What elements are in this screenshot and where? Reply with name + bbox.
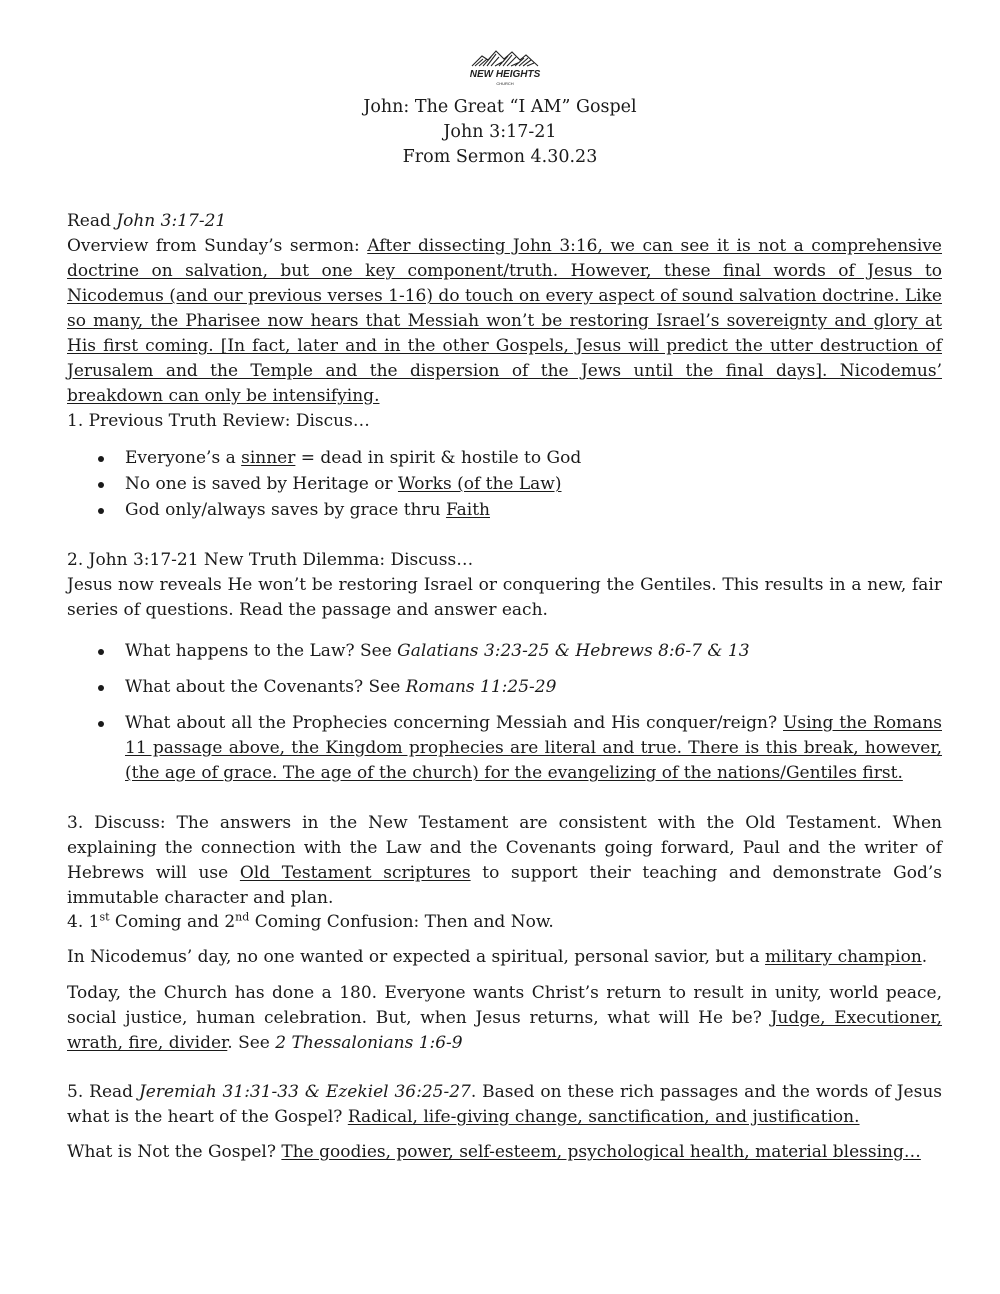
list-item: No one is saved by Heritage or Works (of the Law) bbox=[67, 472, 942, 497]
section-5-paragraph-1: 5. Read Jeremiah 31:31-33 & Ezekiel 36:25-27. Based on these rich passages and the words of Jesus what is the heart of the Gospel? Radical, life-giving change, sanctification, and justification. bbox=[67, 1082, 942, 1127]
document-title: John: The Great “I AM” Gospel bbox=[363, 97, 637, 117]
section-1-heading: 1. Previous Truth Review: Discus… bbox=[67, 411, 370, 431]
list-item: What about the Covenants? See Romans 11:25-29 bbox=[67, 675, 942, 700]
section-1-list bbox=[67, 446, 942, 523]
read-line: Read John 3:17-21 bbox=[67, 211, 227, 231]
section-2-text: Jesus now reveals He won’t be restoring Israel or conquering the Gentiles. This results in a new, fair series of questions. Read the passage and answer each. bbox=[67, 575, 942, 620]
section-4-paragraph-2: Today, the Church has done a 180. Everyone wants Christ’s return to result in unity, world peace, social justice, human celebration. But, when Jesus returns, what will He be? Judge, Executioner, wrath, fire, divider. See 2 Thessalonians 1:6-9 bbox=[67, 983, 942, 1053]
passage-reference: John 3:17-21 bbox=[443, 122, 557, 142]
overview-label: Overview from Sunday’s sermon: bbox=[67, 236, 368, 256]
overview-text: After dissecting John 3:16, we can see it is not a comprehensive doctrine on salvation, but one key component/truth. However, these final words of Jesus to Nicodemus (and our previous verses 1-16) do touch on every aspect of sound salvation doctrine. Like so many, the Pharisee now hears that Messiah won’t be restoring Israel’s sovereignty and glory at His first coming. [In fact, later and in the other Gospels, Jesus will predict the utter destruction of Jerusalem and the Temple and the dispersion of the Jews until the final days]. Nicodemus’ breakdown can only be intensifying. bbox=[67, 236, 942, 406]
svg-text:CHURCH: CHURCH bbox=[496, 81, 514, 86]
church-logo bbox=[468, 48, 542, 88]
scripture-reference: John 3:17-21 bbox=[116, 211, 227, 231]
section-5-paragraph-2: What is Not the Gospel? The goodies, power, self-esteem, psychological health, material blessing… bbox=[67, 1142, 921, 1162]
section-4-heading: 4. 1st Coming and 2nd Coming Confusion: Then and Now. bbox=[67, 910, 554, 932]
section-2-heading: 2. John 3:17-21 New Truth Dilemma: Discuss… bbox=[67, 550, 474, 570]
list-item: What about all the Prophecies concerning Messiah and His conquer/reign? Using the Romans 11 passage above, the Kingdom prophecies are literal and true. There is this break, however, (the age of grace. The age of the church) for the evangelizing of the nations/Gentiles first. bbox=[67, 711, 942, 786]
list-item: What happens to the Law? See Galatians 3:23-25 & Hebrews 8:6-7 & 13 bbox=[67, 639, 942, 664]
section-4-paragraph-1: In Nicodemus’ day, no one wanted or expected a spiritual, personal savior, but a military champion. bbox=[67, 947, 928, 967]
list-item: Everyone’s a sinner = dead in spirit & hostile to God bbox=[67, 446, 942, 471]
overview-paragraph bbox=[67, 234, 942, 409]
document-header bbox=[0, 95, 1000, 170]
sermon-date: From Sermon 4.30.23 bbox=[402, 147, 598, 167]
svg-text:NEW HEIGHTS: NEW HEIGHTS bbox=[469, 69, 541, 80]
mountain-logo-icon bbox=[468, 48, 542, 88]
section-2-questions bbox=[67, 639, 942, 786]
section-3-paragraph: 3. Discuss: The answers in the New Testament are consistent with the Old Testament. When explaining the connection with the Law and the Covenants going forward, Paul and the writer of Hebrews will use Old Testament scriptures to support their teaching and demonstrate God’s immutable character and plan. bbox=[67, 813, 942, 908]
list-item: God only/always saves by grace thru Faith bbox=[67, 498, 942, 523]
